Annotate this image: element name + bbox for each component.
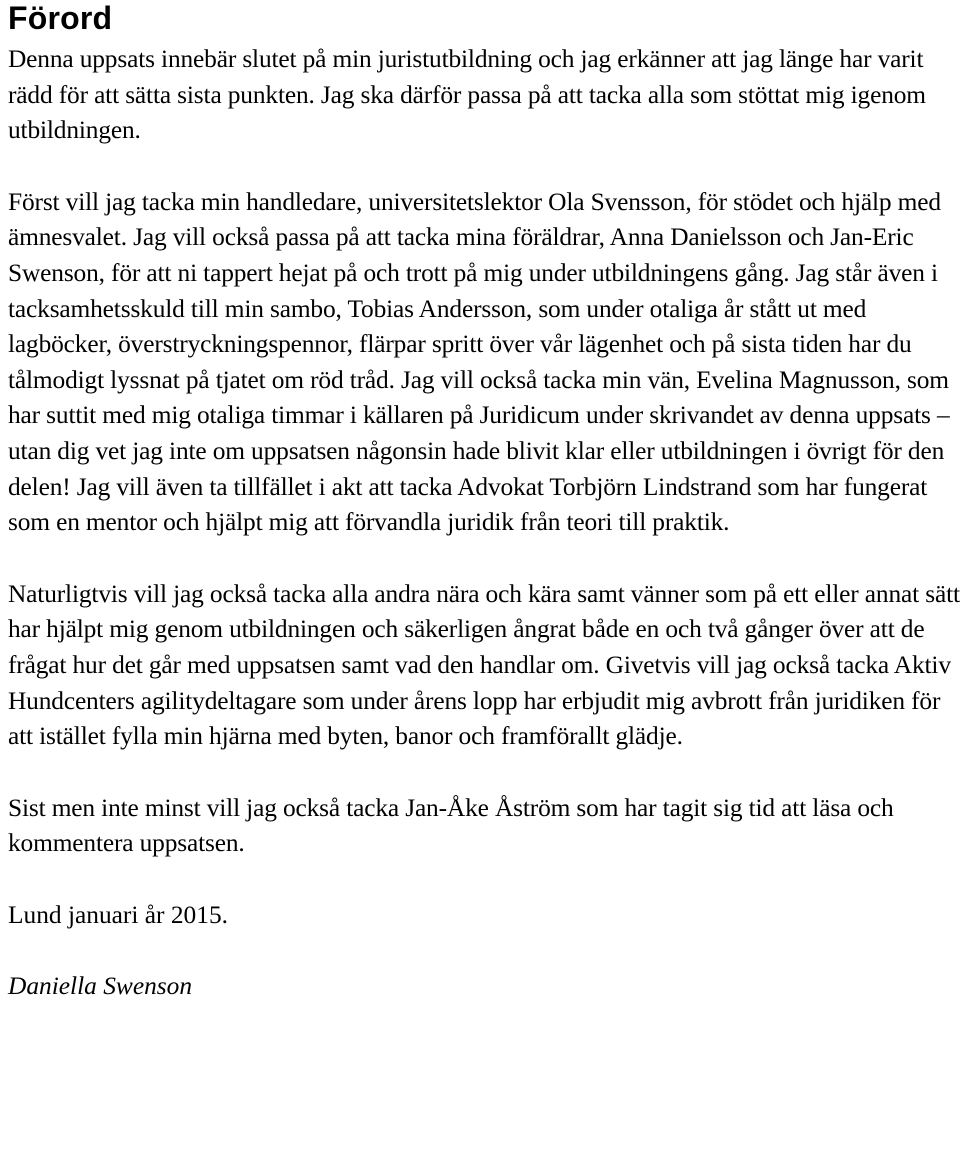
spacer — [8, 149, 960, 185]
paragraph-acknowledgements: Först vill jag tacka min handledare, universitetslektor Ola Svensson, för stödet och hjälp med ämnesvalet. Jag vill också passa på att tacka mina föräldrar, Anna Danielsson och Jan-Eric Swenson, för att ni tappert hejat på och trott på mig under utbildningens gång. Jag står även i tacksamhetsskuld till min sambo, Tobias Andersson, som under otaliga år stått ut med lagböcker, överstryckningspennor, flärpar spritt över vår lägenhet och på sista tiden har du tålmodigt lyssnat på tjatet om röd tråd. Jag vill också tacka min vän, Evelina Magnusson, som har suttit med mig otaliga timmar i källaren på Juridicum under skrivandet av denna uppsats – utan dig vet jag inte om uppsatsen någonsin hade blivit klar eller utbildningen i övrigt för den delen! Jag vill även ta tillfället i akt att tacka Advokat Torbjörn Lindstrand som har fungerat som en mentor och hjälpt mig att förvandla juridik från teori till praktik. — [8, 187, 950, 537]
paragraph-final-thanks: Sist men inte minst vill jag också tacka Jan-Åke Åström som har tagit sig tid att läsa och kommentera uppsatsen. — [8, 793, 894, 858]
document-page — [8, 0, 960, 1005]
spacer — [8, 933, 960, 969]
closing-date: Lund januari år 2015. — [8, 900, 228, 929]
spacer — [8, 755, 960, 791]
paragraph-intro: Denna uppsats innebär slutet på min juristutbildning och jag erkänner att jag länge har varit rädd för att sätta sista punkten. Jag ska därför passa på att tacka alla som stöttat mig igenom utbildningen. — [8, 45, 926, 145]
signature: Daniella Swenson — [8, 972, 193, 1001]
spacer — [8, 862, 960, 898]
page-title: Förord — [8, 0, 113, 36]
spacer — [8, 541, 960, 577]
paragraph-family-friends: Naturligtvis vill jag också tacka alla andra nära och kära samt vänner som på ett eller annat sätt har hjälpt mig genom utbildningen och säkerligen ångrat både en och två gånger över att de frågat hur det går med uppsatsen samt vad den handlar om. Givetvis vill jag också tacka Aktiv Hundcenters agilitydeltagare som under årens lopp har erbjudit mig avbrott från juridiken för att istället fylla min hjärna med byten, banor och framförallt glädje. — [8, 579, 960, 751]
